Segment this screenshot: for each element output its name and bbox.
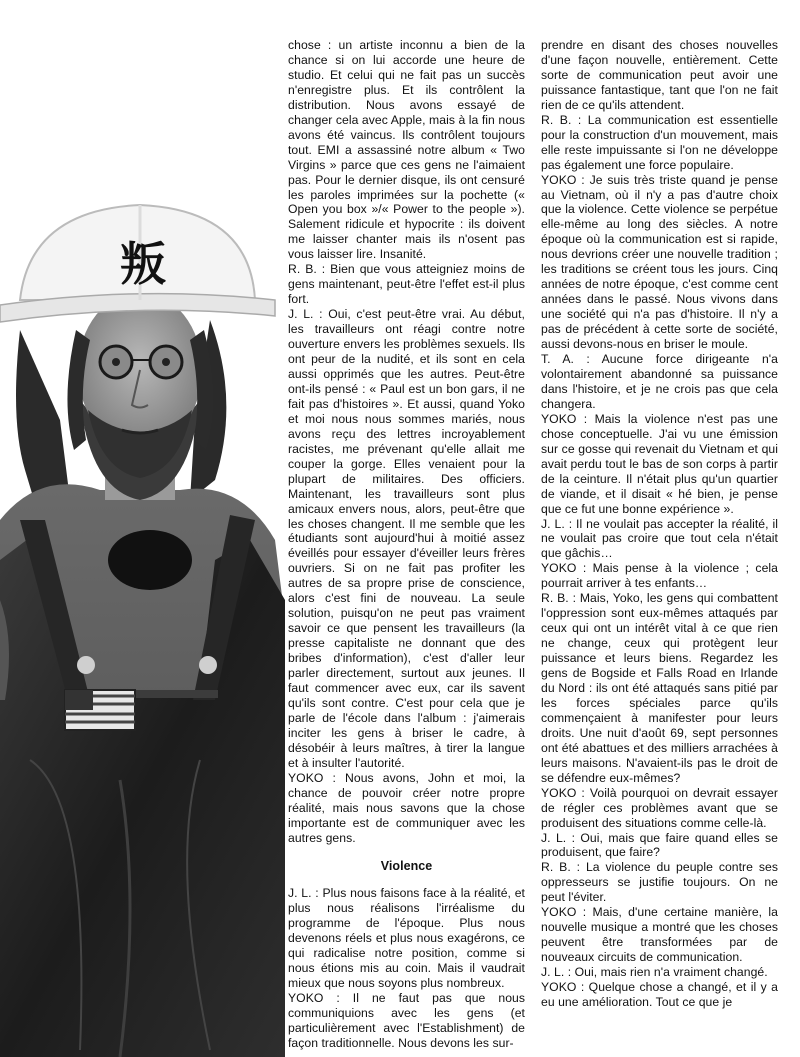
portrait-photo bbox=[0, 0, 285, 1057]
section-heading: Violence bbox=[380, 859, 433, 874]
paragraph: R. B. : La communication est essentielle pour la construction d'un mouvement, mais elle reste impuissante si l'on ne développe pas également une force populaire. bbox=[541, 112, 778, 172]
paragraph: J. L. : Oui, mais que faire quand elles se produisent, que faire? bbox=[541, 830, 778, 860]
paragraph: YOKO : Mais pense à la violence ; cela pourrait arriver à tes enfants… bbox=[541, 561, 778, 591]
helmet-character: 叛 bbox=[120, 237, 166, 291]
paragraph: YOKO : Quelque chose a changé, et il y a eu une amélioration. Tout ce que je bbox=[541, 980, 778, 1009]
flag-patch bbox=[65, 690, 135, 730]
paragraph: R. B. : Bien que vous atteigniez moins de gens maintenant, peut-être l'effet est-il plus fort. bbox=[288, 262, 525, 307]
paragraph: J. L. : Il ne voulait pas accepter la réalité, il ne voulait pas croire que tout cela n'était que gâchis… bbox=[541, 516, 778, 561]
paragraph: chose : un artiste inconnu a bien de la chance si on lui accorde une heure de studio. Et celui qui ne fait pas un succès n'enregistre plus. Et ils contrôlent la distribution. Nous avons essayé de changer cela avec Apple, mais à la fin nous avons été vaincus. Ils contrôlent toujours tout. EMI a assassiné notre album « Two Virgins » parce que ces gens ne l'aimaient pas. Pour le dernier disque, ils ont censuré les paroles imprimées sur la pochette (« Open you box »/« Power to the people »). Salement ridicule et hypocrite : ils doivent me laisser chanter mais ils n'osent pas vous laisser lire. Insanité. bbox=[288, 38, 525, 262]
article-column-1 bbox=[288, 38, 525, 1051]
buckle-right bbox=[199, 656, 217, 674]
buckle-left bbox=[77, 656, 95, 674]
paragraph: YOKO : Mais la violence n'est pas une chose conceptuelle. J'ai vu une émission sur ce gosse qui revenait du Vietnam et qui avait perdu tout le bas de son corps à partir de la ceinture. Il n'était plus qu'un quartier de viande, et il disait « hé bien, je pense que ce fut une bonne expérience ». bbox=[541, 411, 778, 516]
paragraph: J. L. : Oui, mais rien n'a vraiment changé. bbox=[541, 965, 768, 980]
paragraph: prendre en disant des choses nouvelles d'une façon nouvelle, entièrement. Cette sorte de communication peut avoir une puissance fantastique, tant que l'on ne fait rien de ce qu'ils attendent. bbox=[541, 38, 778, 112]
paragraph: YOKO : Je suis très triste quand je pense au Vietnam, où il n'y a pas d'autre choix que la violence. Cette violence se perpétue elle-même au long des siècles. A notre époque où la communication est si rapide, nous devrions créer une nouvelle tradition ; les traditions se créent tous les jours. Cinq années de notre époque, c'est comme cent années dans le passé. Nous vivons dans une société qui n'a pas d'histoire. Il n'y a pas de précédent à cette sorte de société, aussi devons-nous en briser le moule. bbox=[541, 172, 778, 352]
paragraph: YOKO : Nous avons, John et moi, la chance de pouvoir créer notre propre réalité, mais nous savons que la chose importante est de communiquer avec les autres gens. bbox=[288, 770, 525, 845]
paragraph: T. A. : Aucune force dirigeante n'a volontairement abandonné sa puissance dans l'histoire, et je ne crois pas que cela changera. bbox=[541, 352, 778, 411]
paragraph: R. B. : La violence du peuple contre ses oppresseurs se justifie toujours. On ne peut l'éviter. bbox=[541, 860, 778, 905]
paragraph: YOKO : Voilà pourquoi on devrait essayer de régler ces problèmes avant que se produisent des situations comme celle-là. bbox=[541, 785, 778, 830]
paragraph: YOKO : Mais, d'une certaine manière, la nouvelle musique a montré que les choses peuvent être transformées par de nouveaux circuits de communication. bbox=[541, 905, 778, 965]
article-column-2 bbox=[541, 38, 778, 1010]
paragraph: YOKO : Il ne faut pas que nous communiquions avec les gens (et particulièrement avec l'Establishment) de façon traditionnelle. Nous devons les sur- bbox=[288, 991, 525, 1050]
paragraph: R. B. : Mais, Yoko, les gens qui combattent l'oppression sont eux-mêmes attaqués par ceux qui ont un intérêt vital à ce que rien ne change, ceux qui protègent leur puissance et leurs biens. Regardez les gens de Bogside et Falls Road en Irlande du Nord : ils ont été attaqués sans pitié par les forces spéciales parce qu'ils commençaient à manifester pour leurs droits. Une nuit d'août 69, sept personnes ont été abattues et des milliers arrachées à leurs maisons. N'avaient-ils pas le droit de se défendre eux-mêmes? bbox=[541, 591, 778, 785]
portrait-illustration bbox=[0, 0, 285, 1057]
fist-print bbox=[108, 530, 192, 590]
paragraph: J. L. : Plus nous faisons face à la réalité, et plus nous réalisons l'irréalisme du programme de l'époque. Plus nous devenons réels et plus nous exagérons, ce qui radicalise notre position, comme si nous étions mis au coin. Mais il vaudrait mieux que nous soyons plus nombreux. bbox=[288, 886, 525, 991]
paragraph: J. L. : Oui, c'est peut-être vrai. Au début, les travailleurs ont réagi contre notre ouverture envers les problèmes sexuels. Ils ont peur de la nudité, et ils sont en cela aussi opprimés que les autres. Peut-être ont-ils pensé : « Paul est un bon gars, il ne fait pas d'histoires ». Et aussi, quand Yoko et moi nous nous sommes mariés, nous avons reçu des lettres incroyablement racistes, me prévenant qu'elle allait me couper la gorge. Elles venaient pour la plupart de militaires. Des officiers. Maintenant, les travailleurs sont plus amicaux envers nous, alors, peut-être que les choses changent. Il me semble que les étudiants sont aujourd'hui à moitié assez éveillés pour essayer d'éveiller leurs frères ouvriers. Si on ne fait pas profiter les autres de sa propre prise de conscience, alors c'est fini de nouveau. La seule solution, puisqu'on ne peut pas vraiment savoir ce que pensent les travailleurs (la presse capitaliste ne donnant que des bribes d'information), c'est d'aller leur parler directement, surtout aux jeunes. Il faut commencer avec eux, car ils savent qu'ils sont contre. C'est pour cela que je parle de l'école dans l'album : j'aimerais inciter les gens à briser le cadre, à désobéir à leurs maîtres, à tirer la langue et à insulter l'autorité. bbox=[288, 307, 525, 770]
